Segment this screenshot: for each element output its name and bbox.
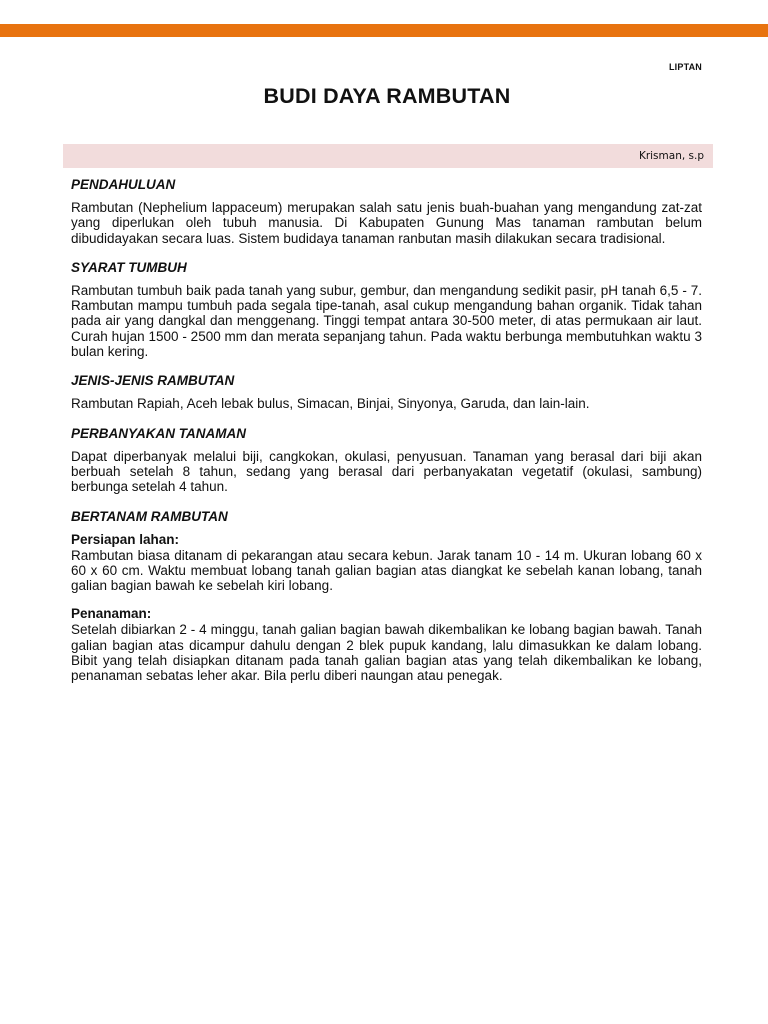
subsection-persiapan-lahan <box>71 532 702 594</box>
document-body <box>71 176 702 697</box>
author-name: Krisman, s.p <box>638 150 704 162</box>
publisher-label: LIPTAN <box>668 62 702 72</box>
subsection-heading: Penanaman: <box>71 606 152 622</box>
section-heading: BERTANAM RAMBUTAN <box>71 508 228 524</box>
section-paragraph: Rambutan tumbuh baik pada tanah yang subur, gembur, dan mengandung sedikit pasir, pH tanah 6,5 - 7. Rambutan mampu tumbuh pada segala tipe-tanah, asal cukup mengandung bahan organik. Tidak tahan pada air yang dangkal dan menggenang. Tinggi tempat antara 30-500 meter, di atas permukaan air laut. Curah hujan 1500 - 2500 mm dan merata sepanjang tahun. Pada waktu berbunga membutuhkan waktu 3 bulan kering. <box>71 282 702 360</box>
section-paragraph: Dapat diperbanyak melalui biji, cangkokan, okulasi, penyusuan. Tanaman yang berasal dari biji akan berbuah setelah 8 tahun, sedang yang berasal dari perbanyakatan vegetatif (okulasi, sambung) berbunga setelah 4 tahun. <box>71 448 702 495</box>
section-syarat-tumbuh <box>71 259 702 359</box>
section-perbanyakan <box>71 425 702 495</box>
document-title: BUDI DAYA RAMBUTAN <box>263 84 511 108</box>
section-paragraph: Rambutan (Nephelium lappaceum) merupakan salah satu jenis buah-buahan yang mengandung zat-zat yang diperlukan oleh tubuh manusia. Di Kabupaten Gunung Mas tanaman rambutan belum dibudidayakan secara luas. Sistem budidaya tanaman ranbutan masih dilakukan secara tradisional. <box>71 200 702 246</box>
section-heading: SYARAT TUMBUH <box>71 259 187 275</box>
author-band <box>63 144 713 168</box>
subsection-penanaman <box>71 606 702 683</box>
subsection-paragraph: Setelah dibiarkan 2 - 4 minggu, tanah galian bagian bawah dikembalikan ke lobang bagian bawah. Tanah galian bagian atas dicampur dahulu dengan 2 blek pupuk kandang, lalu dimasukkan ke dalam lobang. Bibit yang telah disiapkan ditanam pada tanah galian bagian atas yang telah dikembalikan ke lobang, penanaman sebatas leher akar. Bila perlu diberi naungan atau penegak. <box>71 622 702 684</box>
section-heading: PENDAHULUAN <box>71 177 176 192</box>
section-pendahuluan <box>71 176 702 246</box>
section-paragraph: Rambutan Rapiah, Aceh lebak bulus, Simacan, Binjai, Sinyonya, Garuda, dan lain-lain. <box>71 396 590 412</box>
section-jenis-rambutan <box>71 372 702 411</box>
header-accent-bar <box>0 24 768 37</box>
section-heading: JENIS-JENIS RAMBUTAN <box>71 373 235 389</box>
subsection-paragraph: Rambutan biasa ditanam di pekarangan atau secara kebun. Jarak tanam 10 - 14 m. Ukuran lobang 60 x 60 x 60 cm. Waktu membuat lobang tanah galian bagian atas diangkat ke sebelah kanan lobang, tanah galian bagian bawah ke sebelah kiri lobang. <box>71 547 702 594</box>
section-heading: PERBANYAKAN TANAMAN <box>71 425 246 441</box>
section-bertanam <box>71 508 702 684</box>
subsection-heading: Persiapan lahan: <box>71 531 180 547</box>
